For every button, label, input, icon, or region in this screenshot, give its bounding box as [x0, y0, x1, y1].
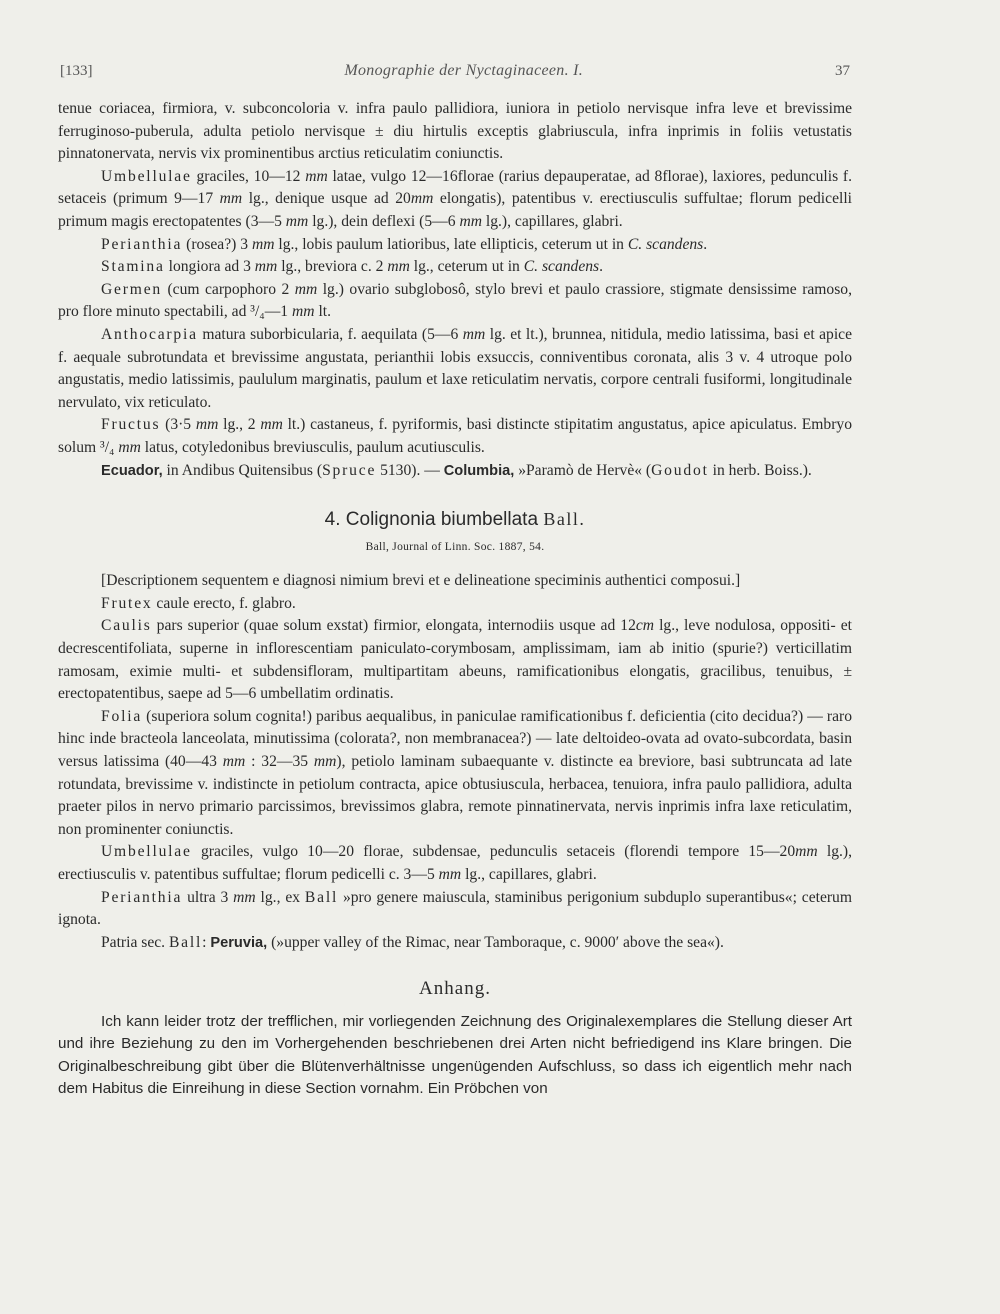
term-anthocarpia: Anthocarpia — [101, 325, 198, 343]
paragraph-leaves-continued: tenue coriacea, firmiora, v. subconcoloria v. infra paulo pallidiora, iuniora in petiolo nervisque infra leve et brevissime ferruginoso-puberula, adulta petiolo nervisque ± diu hirtulis exceptis glabriuscula, infra inprimis in foliis vetustatis pinnatonervata, nervis vix prominentibus arctius reticulatim coniunctis. — [58, 100, 852, 163]
term-caulis: Caulis — [101, 617, 152, 635]
appendix-paragraph: Ich kann leider trotz der trefflichen, mir vorliegenden Zeichnung des Originalexemplares die Stellung dieser Art und ihre Beziehung zu den im Vorhergehenden beschriebenen drei Arten nicht befriedigend ins Klare bringen. Die Originalbeschreibung gibt über die Blütenverhältnisse ungenügenden Aufschluss, so dass ich eigentlich mehr nach dem Habitus die Einreihung in diese Section vornahm. Ein Pröbchen von — [58, 1012, 852, 1098]
running-header — [60, 62, 850, 80]
paragraph-perianthia: Perianthia (rosea?) 3 mm lg., lobis paulum latioribus, late ellipticis, ceterum ut in C. scandens. — [101, 235, 708, 253]
term-stamina: Stamina — [101, 258, 165, 276]
paragraph-perianthia-2: Perianthia ultra 3 mm lg., ex Ball »pro genere maiuscula, staminibus perigonium subduplo superantibus«; ceterum ignota. — [58, 888, 852, 929]
paragraph-locality: Ecuador, in Andibus Quitensibus (Spruce 5130). — Columbia, »Paramò de Hervè« (Goudot in herb. Boiss.). — [101, 461, 812, 479]
paragraph-caulis: Caulis pars superior (quae solum exstat) firmior, elongata, internodiis usque ad 12cm lg., leve nodulosa, oppositi- et decrescentifoliata, superne in inflorescentiam paniculato-corymbosam, amplissimam, iam ab initio (spurie?) verticillatim ramosam, eximie multi- et subdensifloram, multipartitam abeuns, ramificationibus elongatis, gracilibus, tenuibus, ± erectopatentibus, saepe ad 5—6 umbellatim ordinatis. — [58, 617, 852, 703]
term-umbellulae: Umbellulae — [101, 167, 192, 185]
paragraph-frutex: Frutex caule erecto, f. glabro. — [101, 594, 296, 612]
paragraph-anthocarpia: Anthocarpia matura suborbicularia, f. aequilata (5—6 mm lg. et lt.), brunnea, nitidula, medio latissima, basi et apice f. aequale subrotundata et brevissime angustata, perianthii lobis exsuccis, conniventibus coronata, alis 3 v. 4 utroque polo angustatis, medio latissimis, paululum marginatis, paulum et laxe reticulatim nervatis, corpore centrali fusiformi, longitudinale nervulato, vix reticulato. — [58, 325, 852, 411]
term-umbellulae: Umbellulae — [101, 843, 192, 861]
species-reference: Ball, Journal of Linn. Soc. 1887, 54. — [365, 540, 545, 553]
term-fructus: Fructus — [101, 416, 161, 434]
term-perianthia: Perianthia — [101, 235, 183, 253]
page-number: 37 — [834, 63, 850, 79]
term-perianthia: Perianthia — [101, 888, 183, 906]
paragraph-umbellulae-2: Umbellulae graciles, vulgo 10—20 florae, subdensae, pedunculis setaceis (florendi tempore 15—20mm lg.), erectiusculis v. patentibus suffultae; florum pedicelli c. 3—5 mm lg., capillares, glabri. — [58, 843, 852, 883]
paragraph-germen: Germen (cum carpophoro 2 mm lg.) ovario subglobosô, stylo brevi et paulo crassiore, stigmate densissime ramoso, pro flore minuto spectabili, ad ³/₄—1 mm lt. — [58, 280, 852, 321]
species-heading: 4. Colignonia biumbellata Ball. — [324, 509, 586, 531]
appendix-heading: Anhang. — [419, 978, 491, 1000]
paragraph-patria: Patria sec. Ball: Peruvia, (»upper valley of the Rimac, near Tamboraque, c. 9000′ above the sea«). — [101, 933, 724, 951]
page-bracket-number: [133] — [60, 63, 93, 79]
page-body — [58, 98, 852, 1101]
paragraph-umbellulae: Umbellulae graciles, 10—12 mm latae, vulgo 12—16florae (rarius depauperatae, ad 8florae), laxiores, pedunculis f. setaceis (primum 9—17 mm lg., denique usque ad 20mm elongatis), patentibus v. erectiusculis suffultae; florum pedicelli primum magis erectopatentes (3—5 mm lg.), dein deflexi (5—6 mm lg.), capillares, glabri. — [58, 167, 852, 230]
paragraph-folia: Folia (superiora solum cognita!) paribus aequalibus, in paniculae ramificationibus f. deficientia (cito decidua?) — raro hinc inde bracteola lanceolata, minutissima (colorata?, non membranacea?) — late deltoideo-ovata ad ovato-subcordata, basin versus latissima (40—43 mm : 32—35 mm), petiolo laminam subaequante v. distincte ea breviore, basi subtruncata ad late rotundata, brevissime v. indistincte in petiolum contracta, apice obtusiuscula, herbacea, tenuiora, infra paulo pallidiora, adulta praeter pilos in nervo primario parcissimos, brevissimos glabra, remote pinnatinervata, nervis inprimis infra laxe reticulatim, non prominenter coniunctis. — [58, 707, 853, 838]
term-frutex: Frutex — [101, 594, 153, 612]
term-germen: Germen — [101, 280, 163, 298]
paragraph-stamina: Stamina longiora ad 3 mm lg., breviora c. 2 mm lg., ceterum ut in C. scandens. — [101, 258, 604, 276]
running-title: Monographie der Nyctaginaceen. I. — [344, 62, 584, 79]
term-folia: Folia — [101, 707, 143, 725]
paragraph-intro: [Descriptionem sequentem e diagnosi nimium brevi et e delineatione speciminis authentici composui.] — [101, 572, 741, 590]
paragraph-fructus: Fructus (3·5 mm lg., 2 mm lt.) castaneus, f. pyriformis, basi distincte stipitatim angustatus, apice apiculatus. Embryo solum ³/₄ mm latus, cotyledonibus breviusculis, paulum acutiusculis. — [58, 416, 853, 456]
